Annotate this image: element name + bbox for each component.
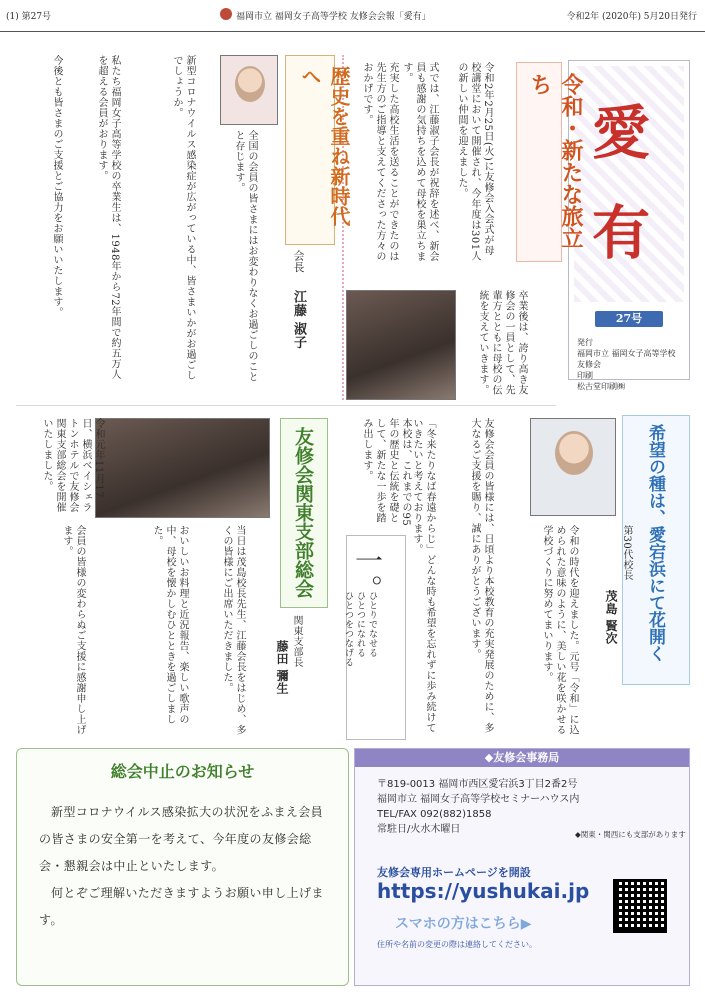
- page-header: [0, 0, 705, 32]
- page-number: (1) 第27号: [6, 12, 52, 22]
- issue-badge: 27号: [595, 311, 663, 327]
- homepage-link[interactable]: https://yushukai.jp: [377, 879, 590, 903]
- office-org: 福岡市立 福岡女子高等学校セミナーハウス内: [377, 794, 580, 805]
- publisher-info: [577, 337, 676, 392]
- office-tel: TEL/FAX 092(882)1858: [377, 809, 492, 820]
- notice-paragraph: 何とぞご理解いただきますようお願い申し上げます。: [39, 886, 324, 927]
- headline-box-era: [285, 55, 351, 245]
- postal-address: 〒819-0013 福岡市西区愛宕浜3丁目2番2号: [377, 779, 578, 790]
- kanto-group-photo: [95, 418, 270, 518]
- article-text: 全国の会員の皆さまにはお変わりなくお過ごしのことと存じます。: [233, 130, 257, 382]
- newsletter-name: 福岡市立 福岡女子高等学校 友修会会報「愛有」: [236, 12, 431, 22]
- publisher-line: 印刷: [577, 371, 593, 380]
- principal-portrait: [530, 418, 616, 516]
- article-text: 卒業後は、誇り高き友修会の一員として、先輩方とともに母校の伝統を支えていきます。: [477, 290, 527, 395]
- article-text: 充実した高校生活を送ることができたのは先生方のご指導と支えてくださった方々のおかげです。: [361, 62, 398, 262]
- headline-kanto: 友修会関東支部総会: [292, 427, 314, 598]
- author-name: 藤田 彌生: [275, 640, 289, 695]
- notice-body: [39, 799, 331, 934]
- author-name: 茂島 賢次: [604, 590, 618, 645]
- office-hours: 常駐日/火水木曜日: [377, 824, 461, 835]
- article-text: 令和2年2月25日(火)に友修会入会式が母校講堂において開催され、今年度は301人の新しい仲間を迎えました。: [456, 62, 493, 262]
- publisher-line: 松古堂印刷㈱: [577, 382, 625, 391]
- article-text: 式では、江藤淑子会長が祝辞を述べ、新会員も感謝の気持ちを込めて母校を巣立ちます。: [401, 62, 438, 262]
- masthead-logo: [574, 66, 684, 302]
- poem-line: ひとつをつなげる: [343, 591, 353, 667]
- headline-box-kanto: [280, 418, 328, 608]
- smartphone-link[interactable]: スマホの方はこちら▶: [395, 916, 532, 932]
- change-notice: 住所や名前の変更の際は連絡してください。: [377, 940, 537, 949]
- article-text: おいしいお料理と近況報告、楽しい歌声の中、母校を懐かしむひとときを過ごしました。: [151, 525, 188, 725]
- poem-line: ひとりでなせる: [367, 591, 377, 658]
- article-text: 「冬来たりなば春遠からじ」どんな時も希望を忘れずに歩み続けていきたいと考えております。: [411, 418, 435, 733]
- branch-note: ◆関東・関西にも支部があります: [575, 830, 686, 839]
- poem-line: ひとつになれる: [355, 591, 365, 658]
- headline-hope: 希望の種は、愛宕浜にて花開く: [645, 424, 665, 662]
- office-title: ◆友修会事務局: [355, 749, 689, 767]
- homepage-label: 友修会専用ホームページを開設: [377, 866, 531, 879]
- ceremony-photo: [346, 290, 456, 400]
- masthead-char-2: 有: [592, 199, 651, 267]
- section-divider: [16, 405, 556, 406]
- notice-title: 総会中止のお知らせ: [110, 762, 255, 781]
- masthead-char-1: 愛: [592, 99, 651, 167]
- headline-box-new-journey: [516, 62, 584, 262]
- article-text: 友修会会員の皆様には、日頃より本校教育の充実発展のために、多大なるご支援を賜り、誠にありがとうございます。: [469, 418, 493, 733]
- publisher-line: 友修会: [577, 360, 601, 369]
- chair-portrait: [220, 55, 278, 125]
- qr-code-icon[interactable]: [613, 879, 667, 933]
- portrait-face: [235, 66, 265, 102]
- author-role: 関東支部長: [291, 615, 302, 668]
- poem-box: [343, 535, 406, 740]
- emblem-icon: [220, 8, 232, 20]
- article-text: 私たち福岡女子高等学校の卒業生は、1948年から72年間で約五万人を超える会員がおります。: [96, 55, 120, 380]
- headline-era: 歴史を重ね新時代へ: [298, 66, 351, 226]
- office-address: [377, 777, 579, 837]
- article-text: 当日は茂島校長先生、江藤会長をはじめ、多くの皆様にご出席いただきました。: [221, 525, 245, 735]
- article-text: 令和の時代を迎えました。元号「令和」に込められた意味のように、美しい花を咲かせる学校づくりに努めてまいります。: [541, 525, 578, 735]
- article-text: 会員の皆様の変わらぬご支援に感謝申し上げます。: [61, 525, 85, 735]
- publisher-line: 福岡市立 福岡女子高等学校: [577, 349, 676, 358]
- notice-box: [16, 748, 349, 986]
- portrait-face: [555, 431, 593, 475]
- author-role: 会長: [292, 250, 305, 273]
- office-box: [354, 748, 690, 986]
- author-name: 江藤 淑子: [291, 290, 306, 350]
- article-text: 本校は、これまでの95年の歴史と伝統を礎として、新たな一歩を踏み出します。: [361, 418, 411, 527]
- photo-caption: 令和元年11月17日、横浜ベイシェラトンホテルで友修会関東支部総会を開催いたしました。: [41, 418, 104, 513]
- article-text: 新型コロナウイルス感染症が広がっている中、皆さまいかがお過ごしでしょうか。: [171, 55, 195, 381]
- headline-new-journey: 令和・新たな旅立ち: [527, 73, 584, 249]
- article-text: 今後とも皆さまのご支援とご協力をお願いいたします。: [51, 55, 62, 318]
- author-role: 第30代校長: [621, 525, 632, 581]
- notice-paragraph: 新型コロナウイルス感染拡大の状況をふまえ会員の皆さまの安全第一を考えて、今年度の友修会総会・懇親会は中止といたします。: [39, 805, 324, 873]
- issue-date: 令和2年 (2020年) 5月20日発行: [566, 12, 697, 22]
- publisher-line: 発行: [577, 338, 593, 347]
- poem-glyph: 一。: [351, 546, 384, 603]
